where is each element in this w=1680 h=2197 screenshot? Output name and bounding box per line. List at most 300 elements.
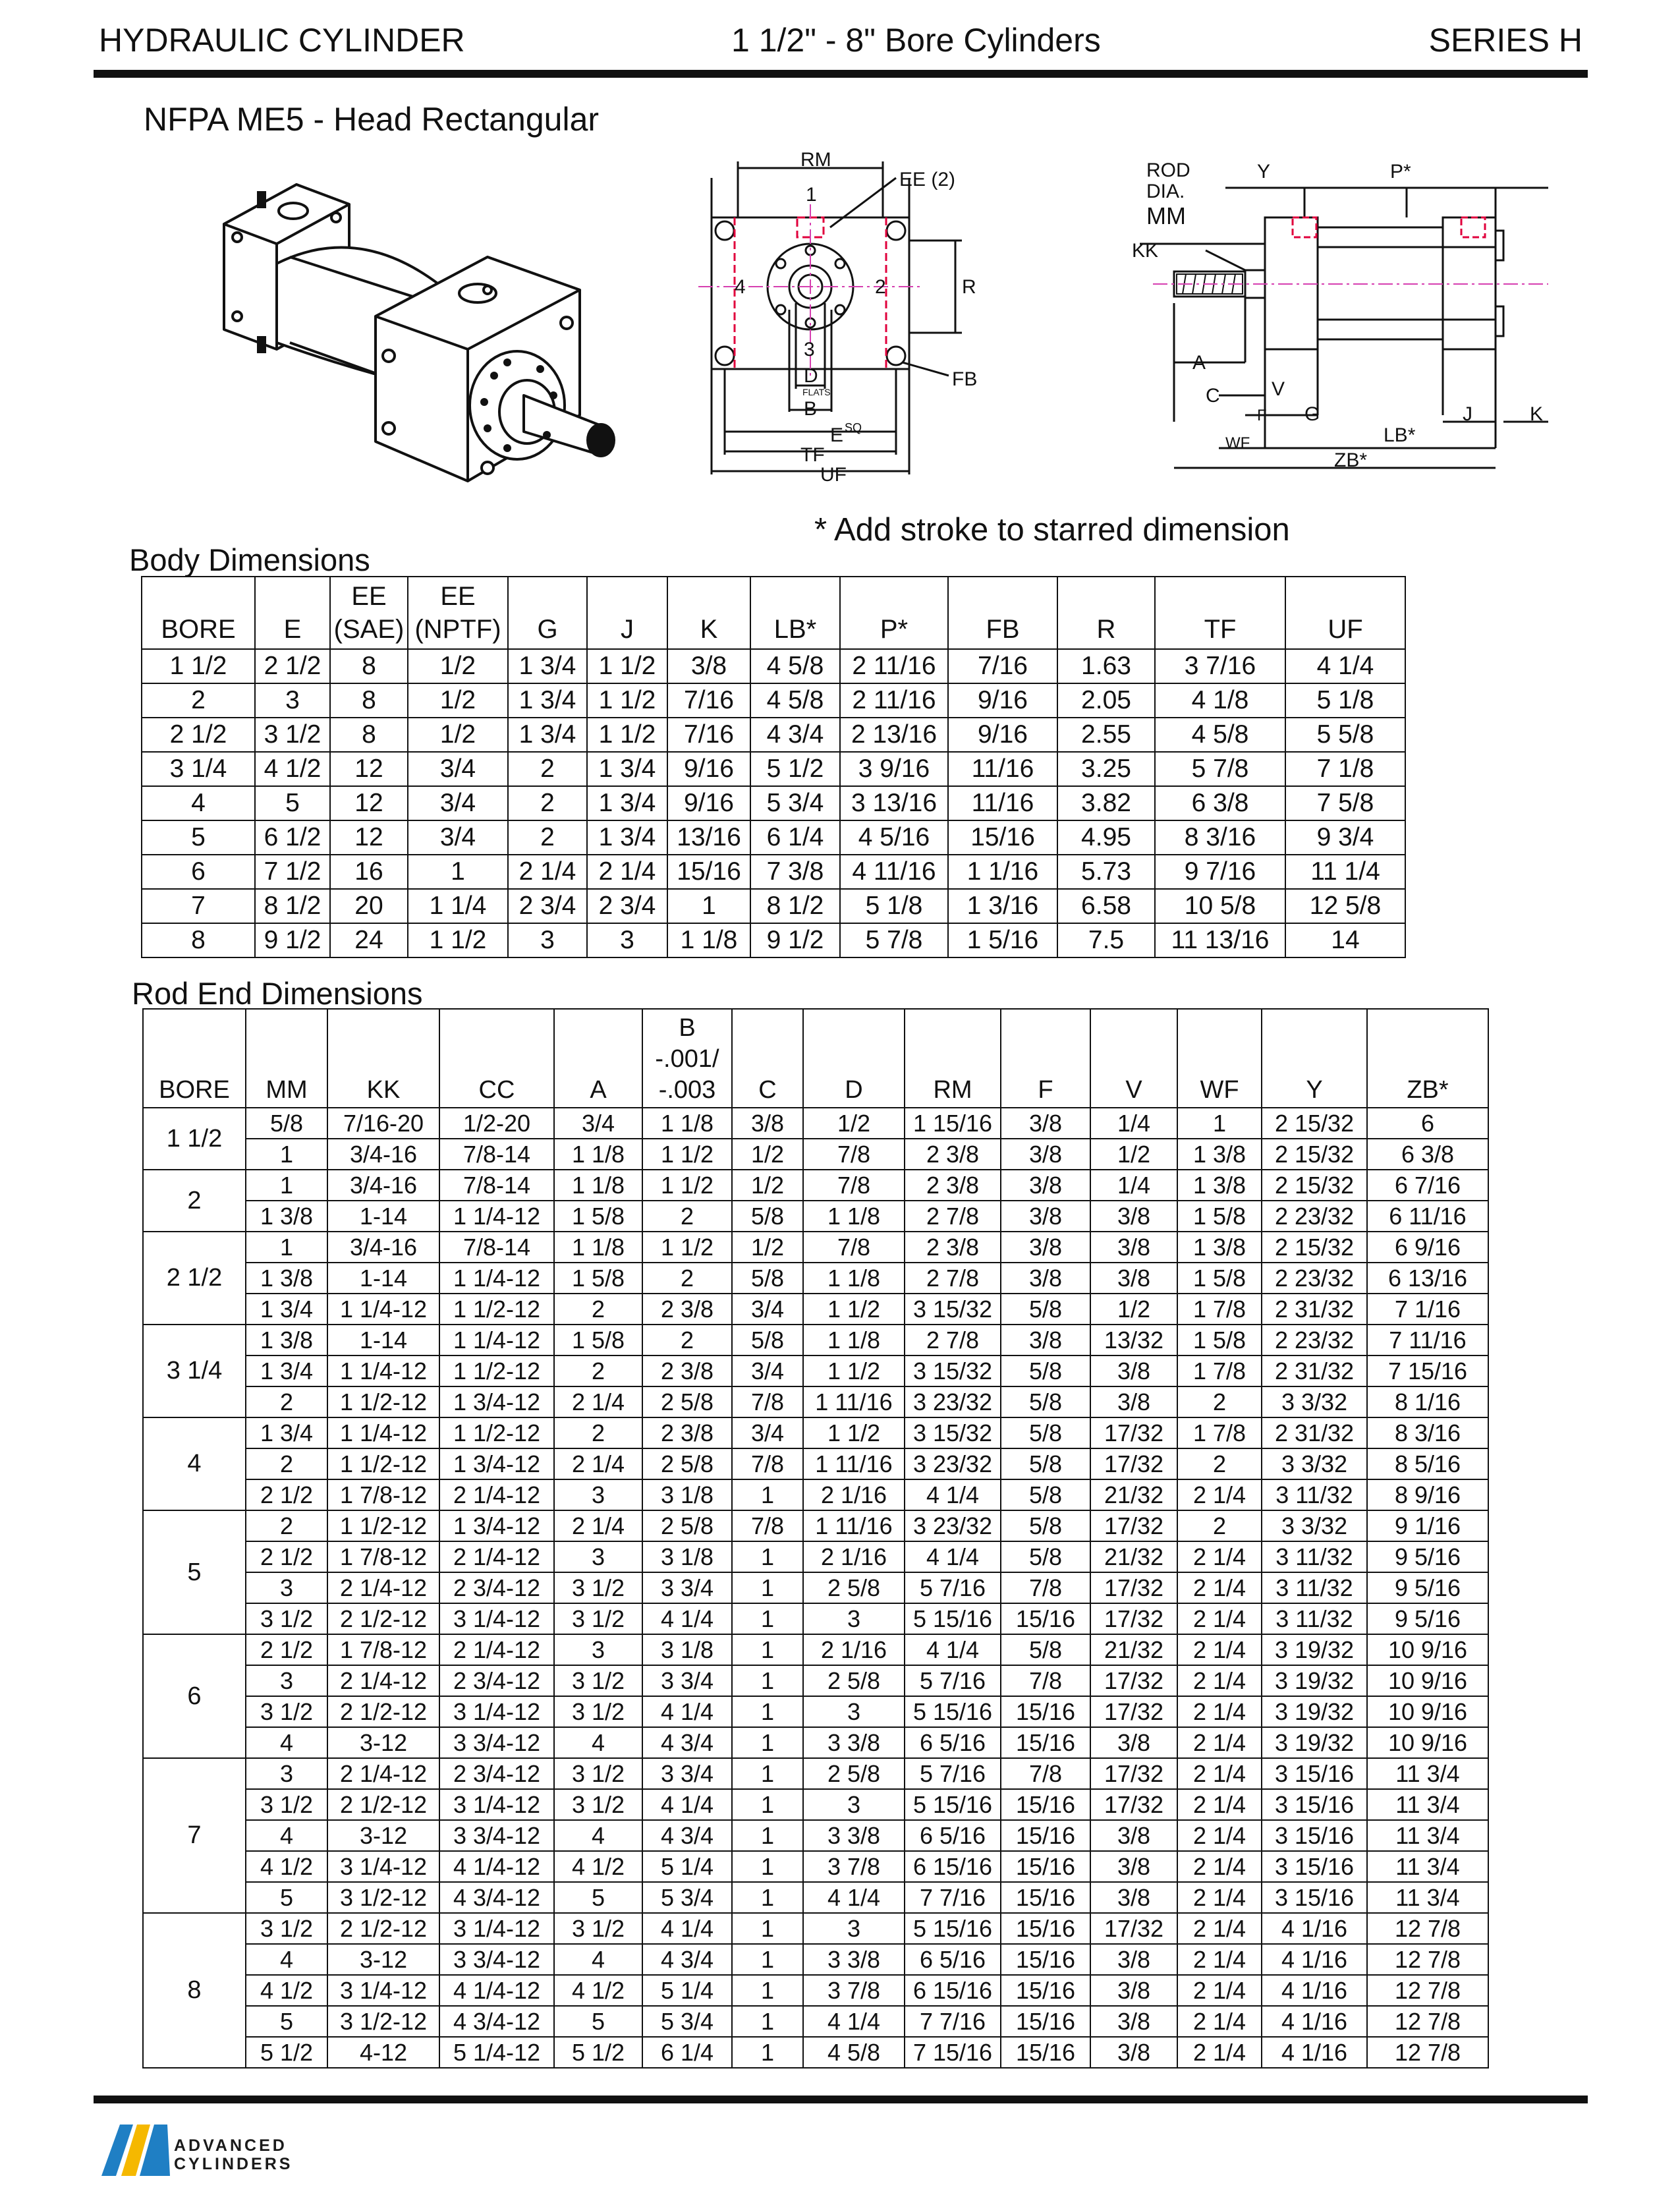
body-cell: 4 5/8 — [1155, 718, 1285, 752]
body-cell: 4 5/16 — [840, 820, 948, 855]
rod-cell: 6 13/16 — [1367, 1263, 1488, 1294]
rod-cell: 4 5/8 — [803, 2037, 905, 2068]
rod-cell: 3 15/16 — [1262, 1758, 1367, 1789]
rod-cell: 3 19/32 — [1262, 1696, 1367, 1727]
body-table-row — [142, 923, 1405, 957]
rod-col-header: Y — [1262, 1009, 1367, 1108]
rod-cell: 1 — [732, 2037, 803, 2068]
rod-cell: 2 1/4-12 — [439, 1634, 554, 1665]
body-col-header: J — [587, 577, 667, 649]
rod-cell: 2 1/4 — [1177, 1944, 1262, 1975]
rod-cell: 7 1/16 — [1367, 1294, 1488, 1325]
rod-cell: 3/8 — [1001, 1325, 1090, 1355]
rod-cell: 1 7/8 — [1177, 1355, 1262, 1386]
rod-cell: 2 1/4 — [1177, 1541, 1262, 1572]
label-wf: WF — [1225, 434, 1250, 452]
rod-cell: 3 1/2-12 — [327, 2006, 439, 2037]
rod-col-header: F — [1001, 1009, 1090, 1108]
rod-cell: 15/16 — [1001, 2006, 1090, 2037]
rod-cell: 1 7/8 — [1177, 1294, 1262, 1325]
rod-cell: 3 3/4 — [642, 1758, 732, 1789]
rod-cell: 2 31/32 — [1262, 1294, 1367, 1325]
rod-cell: 12 7/8 — [1367, 1975, 1488, 2006]
rod-cell: 4 3/4-12 — [439, 1882, 554, 1913]
rod-cell: 1 — [732, 1603, 803, 1634]
rod-cell: 1 7/8-12 — [327, 1541, 439, 1572]
rod-cell: 1 — [732, 1665, 803, 1696]
rod-cell: 9 5/16 — [1367, 1541, 1488, 1572]
rod-cell: 3 1/4-12 — [327, 1975, 439, 2006]
rod-cell: 2 1/4 — [1177, 1758, 1262, 1789]
rod-cell: 4 1/4 — [642, 1789, 732, 1820]
label-r: R — [962, 276, 976, 298]
body-cell: 2 1/4 — [508, 855, 587, 889]
body-cell: 5 1/2 — [750, 752, 840, 786]
rod-cell: 3 — [554, 1541, 642, 1572]
rod-table-row — [143, 1603, 1488, 1634]
rod-table-row — [143, 1727, 1488, 1758]
body-cell: 1 5/16 — [948, 923, 1057, 957]
body-cell: 1/2 — [408, 683, 508, 718]
body-cell: 12 — [330, 786, 408, 820]
rod-cell: 12 7/8 — [1367, 1944, 1488, 1975]
rod-cell: 4 1/4 — [803, 2006, 905, 2037]
body-cell: 3/8 — [667, 649, 750, 683]
rod-cell: 2 — [554, 1294, 642, 1325]
body-cell: 4 5/8 — [750, 683, 840, 718]
rod-cell: 1 3/4-12 — [439, 1386, 554, 1417]
rod-cell: 2 3/8 — [642, 1294, 732, 1325]
body-cell: 7/16 — [667, 718, 750, 752]
rod-cell: 3 1/4-12 — [439, 1696, 554, 1727]
rod-cell: 6 — [1367, 1108, 1488, 1139]
rod-cell: 3-12 — [327, 1944, 439, 1975]
label-port-4: 4 — [735, 276, 746, 298]
rod-cell: 3 1/4-12 — [327, 1851, 439, 1882]
body-col-header: UF — [1285, 577, 1405, 649]
rod-cell: 3 1/2 — [554, 1572, 642, 1603]
logo-wordmark — [174, 2136, 293, 2173]
body-cell: 8 — [330, 718, 408, 752]
rod-cell: 1 1/2 — [642, 1170, 732, 1201]
rod-cell: 21/32 — [1090, 1634, 1177, 1665]
rod-cell: 2 5/8 — [642, 1510, 732, 1541]
body-cell: 3 — [255, 683, 330, 718]
rod-cell: 3 19/32 — [1262, 1727, 1367, 1758]
rod-cell: 2 1/16 — [803, 1634, 905, 1665]
rod-table-row — [143, 1479, 1488, 1510]
rod-cell: 5 1/2 — [246, 2037, 327, 2068]
rod-cell: 5 1/4 — [642, 1851, 732, 1882]
rod-cell: 15/16 — [1001, 1696, 1090, 1727]
rod-cell: 2 1/4-12 — [327, 1572, 439, 1603]
top-rule — [94, 70, 1588, 78]
rod-cell: 4 — [246, 1727, 327, 1758]
rod-cell: 5/8 — [1001, 1417, 1090, 1448]
rod-cell: 3-12 — [327, 1727, 439, 1758]
rod-cell: 17/32 — [1090, 1572, 1177, 1603]
rod-cell: 2 — [642, 1325, 732, 1355]
rod-table-row — [143, 1665, 1488, 1696]
rod-cell: 1 1/4-12 — [327, 1417, 439, 1448]
rod-cell: 3 19/32 — [1262, 1665, 1367, 1696]
rod-cell: 4 — [554, 1727, 642, 1758]
rod-cell: 3 — [803, 1913, 905, 1944]
label-a: A — [1192, 352, 1206, 374]
body-cell: 5 5/8 — [1285, 718, 1405, 752]
rod-cell: 3 15/16 — [1262, 1851, 1367, 1882]
rod-cell: 3 15/32 — [905, 1417, 1001, 1448]
body-cell: 16 — [330, 855, 408, 889]
body-col-header: EE (NPTF) — [408, 577, 508, 649]
rod-cell: 6 1/4 — [642, 2037, 732, 2068]
rod-cell: 1 3/8 — [246, 1263, 327, 1294]
rod-cell: 1/2-20 — [439, 1108, 554, 1139]
rod-table-row — [143, 1232, 1488, 1263]
cylinder-isometric-drawing — [198, 178, 619, 521]
rod-cell: 3/4 — [732, 1294, 803, 1325]
rod-col-header: D — [803, 1009, 905, 1108]
rod-cell: 1 3/4 — [246, 1294, 327, 1325]
rod-cell: 1 3/8 — [1177, 1139, 1262, 1170]
body-cell: 24 — [330, 923, 408, 957]
rod-cell: 3 15/16 — [1262, 1882, 1367, 1913]
head-front-view-drawing — [698, 152, 1001, 494]
rod-cell: 10 9/16 — [1367, 1696, 1488, 1727]
rod-bore-cell: 1 1/2 — [143, 1108, 246, 1170]
rod-cell: 1 7/8-12 — [327, 1479, 439, 1510]
rod-cell: 2 31/32 — [1262, 1355, 1367, 1386]
body-col-header: K — [667, 577, 750, 649]
body-col-header: R — [1057, 577, 1155, 649]
label-sq: SQ — [845, 421, 862, 434]
rod-cell: 2 1/4 — [1177, 1882, 1262, 1913]
rod-cell: 1 — [732, 1975, 803, 2006]
rod-cell: 1 — [732, 1479, 803, 1510]
body-cell: 3 1/4 — [142, 752, 255, 786]
body-cell: 3/4 — [408, 752, 508, 786]
rod-cell: 2 1/4 — [1177, 1665, 1262, 1696]
rod-cell: 1 1/8 — [803, 1263, 905, 1294]
rod-cell: 7 7/16 — [905, 2006, 1001, 2037]
rod-cell: 2 1/4 — [1177, 1820, 1262, 1851]
rod-cell: 3/8 — [1090, 1355, 1177, 1386]
rod-cell: 15/16 — [1001, 2037, 1090, 2068]
rod-cell: 3 — [554, 1479, 642, 1510]
rod-cell: 7/8 — [1001, 1758, 1090, 1789]
body-cell: 1 1/2 — [142, 649, 255, 683]
rod-cell: 3 1/2 — [554, 1665, 642, 1696]
label-mm: MM — [1146, 202, 1186, 229]
rod-cell: 1 — [732, 1944, 803, 1975]
rod-cell: 3 1/2 — [554, 1603, 642, 1634]
rod-bore-cell: 2 — [143, 1170, 246, 1232]
rod-cell: 3 15/16 — [1262, 1789, 1367, 1820]
body-cell: 14 — [1285, 923, 1405, 957]
rod-cell: 4 — [246, 1944, 327, 1975]
rod-cell: 3 3/4-12 — [439, 1944, 554, 1975]
rod-cell: 3 1/8 — [642, 1541, 732, 1572]
rod-cell: 2 1/2 — [246, 1634, 327, 1665]
rod-cell: 3 11/32 — [1262, 1479, 1367, 1510]
rod-cell: 5 — [246, 1882, 327, 1913]
rod-cell: 7/8 — [803, 1232, 905, 1263]
rod-cell: 2 31/32 — [1262, 1417, 1367, 1448]
rod-cell: 15/16 — [1001, 1603, 1090, 1634]
rod-cell: 15/16 — [1001, 1882, 1090, 1913]
rod-cell: 3 1/8 — [642, 1634, 732, 1665]
rod-table-row — [143, 1510, 1488, 1541]
body-cell: 4 1/2 — [255, 752, 330, 786]
rod-cell: 1 1/2 — [803, 1417, 905, 1448]
rod-cell: 2 1/4-12 — [439, 1479, 554, 1510]
rod-cell: 4 1/2 — [554, 1975, 642, 2006]
body-cell: 2 13/16 — [840, 718, 948, 752]
rod-cell: 1 — [732, 1727, 803, 1758]
rod-cell: 7/8-14 — [439, 1139, 554, 1170]
rod-cell: 3 3/4-12 — [439, 1727, 554, 1758]
rod-cell: 1 1/8 — [803, 1201, 905, 1232]
rod-cell: 17/32 — [1090, 1603, 1177, 1634]
rod-cell: 1/4 — [1090, 1170, 1177, 1201]
label-rod: ROD — [1146, 159, 1190, 181]
label-c: C — [1206, 385, 1220, 407]
body-cell: 3.82 — [1057, 786, 1155, 820]
body-table-row — [142, 855, 1405, 889]
rod-cell: 2 1/2-12 — [327, 1696, 439, 1727]
rod-cell: 2 3/8 — [905, 1139, 1001, 1170]
rod-cell: 1 1/4-12 — [439, 1201, 554, 1232]
rod-cell: 1 5/8 — [1177, 1263, 1262, 1294]
rod-col-header: RM — [905, 1009, 1001, 1108]
rod-cell: 3 23/32 — [905, 1510, 1001, 1541]
rod-table-row — [143, 1758, 1488, 1789]
body-cell: 9/16 — [948, 683, 1057, 718]
rod-cell: 6 3/8 — [1367, 1139, 1488, 1170]
rod-cell: 11 3/4 — [1367, 1851, 1488, 1882]
body-cell: 4 1/8 — [1155, 683, 1285, 718]
rod-cell: 1 — [246, 1139, 327, 1170]
rod-cell: 17/32 — [1090, 1789, 1177, 1820]
rod-cell: 2 — [1177, 1386, 1262, 1417]
body-cell: 1 1/4 — [408, 889, 508, 923]
rod-cell: 5 7/16 — [905, 1665, 1001, 1696]
rod-cell: 1 1/2-12 — [327, 1448, 439, 1479]
body-cell: 12 — [330, 820, 408, 855]
rod-cell: 5 1/4 — [642, 1975, 732, 2006]
rod-cell: 3/8 — [1090, 1882, 1177, 1913]
rod-cell: 2 23/32 — [1262, 1263, 1367, 1294]
body-cell: 1 3/4 — [587, 752, 667, 786]
rod-cell: 10 9/16 — [1367, 1665, 1488, 1696]
rod-cell: 1 — [732, 1820, 803, 1851]
rod-cell: 13/32 — [1090, 1325, 1177, 1355]
rod-col-header: WF — [1177, 1009, 1262, 1108]
rod-cell: 1 11/16 — [803, 1510, 905, 1541]
label-port-3: 3 — [804, 339, 815, 360]
rod-cell: 7/8 — [1001, 1572, 1090, 1603]
rod-cell: 7 7/16 — [905, 1882, 1001, 1913]
rod-cell: 10 9/16 — [1367, 1727, 1488, 1758]
rod-cell: 3 1/4-12 — [439, 1603, 554, 1634]
body-cell: 7.5 — [1057, 923, 1155, 957]
rod-cell: 1 — [732, 1696, 803, 1727]
rod-cell: 4 3/4 — [642, 1727, 732, 1758]
rod-cell: 1/2 — [732, 1139, 803, 1170]
rod-cell: 3/8 — [1090, 1232, 1177, 1263]
rod-cell: 5/8 — [732, 1325, 803, 1355]
bottom-rule — [94, 2096, 1588, 2103]
rod-cell: 1 11/16 — [803, 1448, 905, 1479]
label-b: B — [804, 398, 818, 420]
rod-cell: 2 1/4 — [1177, 1789, 1262, 1820]
rod-col-header: C — [732, 1009, 803, 1108]
body-cell: 9/16 — [667, 752, 750, 786]
rod-cell: 1 1/2-12 — [327, 1386, 439, 1417]
rod-cell: 15/16 — [1001, 1944, 1090, 1975]
rod-cell: 3 1/2 — [554, 1913, 642, 1944]
rod-cell: 2 1/4 — [1177, 1851, 1262, 1882]
header-title: HYDRAULIC CYLINDER — [99, 22, 465, 59]
rod-cell: 3/4-16 — [327, 1139, 439, 1170]
rod-cell: 1 1/2 — [642, 1139, 732, 1170]
body-cell: 1 3/4 — [508, 649, 587, 683]
rod-cell: 1 1/2 — [642, 1232, 732, 1263]
body-cell: 1 1/8 — [667, 923, 750, 957]
rod-cell: 2 5/8 — [803, 1572, 905, 1603]
rod-cell: 3 3/8 — [803, 1727, 905, 1758]
rod-cell: 1 — [732, 1851, 803, 1882]
rod-cell: 3 19/32 — [1262, 1634, 1367, 1665]
rod-cell: 1 1/8 — [803, 1325, 905, 1355]
body-cell: 7 5/8 — [1285, 786, 1405, 820]
rod-col-header: CC — [439, 1009, 554, 1108]
body-cell: 6 1/2 — [255, 820, 330, 855]
body-cell: 5 7/8 — [840, 923, 948, 957]
body-col-header: LB* — [750, 577, 840, 649]
body-col-header: P* — [840, 577, 948, 649]
rod-cell: 8 3/16 — [1367, 1417, 1488, 1448]
label-rm: RM — [800, 152, 831, 171]
rod-cell: 1 — [732, 1758, 803, 1789]
rod-cell: 1 — [732, 1634, 803, 1665]
label-port-2: 2 — [875, 276, 886, 298]
rod-cell: 3/8 — [1001, 1232, 1090, 1263]
body-cell: 3 1/2 — [255, 718, 330, 752]
label-lb: LB* — [1384, 424, 1416, 446]
rod-cell: 6 11/16 — [1367, 1201, 1488, 1232]
rod-cell: 3/8 — [1090, 1944, 1177, 1975]
rod-cell: 2 1/4 — [1177, 1727, 1262, 1758]
rod-cell: 7/8 — [803, 1139, 905, 1170]
body-col-header: TF — [1155, 577, 1285, 649]
rod-cell: 1 3/4-12 — [439, 1448, 554, 1479]
rod-cell: 7/8 — [732, 1386, 803, 1417]
rod-cell: 6 7/16 — [1367, 1170, 1488, 1201]
rod-cell: 1 — [732, 2006, 803, 2037]
body-cell: 3 9/16 — [840, 752, 948, 786]
rod-cell: 3/8 — [1090, 1975, 1177, 2006]
rod-table-row — [143, 1851, 1488, 1882]
rod-cell: 4 1/4 — [642, 1696, 732, 1727]
rod-cell: 5 15/16 — [905, 1603, 1001, 1634]
rod-cell: 2 1/4 — [554, 1448, 642, 1479]
rod-cell: 2 15/32 — [1262, 1139, 1367, 1170]
rod-cell: 5 3/4 — [642, 1882, 732, 1913]
body-cell: 1 — [667, 889, 750, 923]
label-tf: TF — [800, 444, 825, 466]
rod-cell: 17/32 — [1090, 1448, 1177, 1479]
body-cell: 11 1/4 — [1285, 855, 1405, 889]
rod-cell: 1 15/16 — [905, 1108, 1001, 1139]
rod-cell: 3 15/32 — [905, 1355, 1001, 1386]
body-cell: 2 1/2 — [142, 718, 255, 752]
body-table-row — [142, 718, 1405, 752]
rod-table-row — [143, 1325, 1488, 1355]
rod-cell: 3/4-16 — [327, 1170, 439, 1201]
body-cell: 1 3/16 — [948, 889, 1057, 923]
rod-cell: 4 1/16 — [1262, 2006, 1367, 2037]
rod-cell: 5/8 — [1001, 1634, 1090, 1665]
rod-cell: 2 3/4-12 — [439, 1572, 554, 1603]
rod-cell: 1 5/8 — [554, 1201, 642, 1232]
label-port-1: 1 — [806, 184, 817, 206]
rod-cell: 3 15/16 — [1262, 1820, 1367, 1851]
rod-cell: 2 1/4 — [1177, 1572, 1262, 1603]
rod-cell: 3 7/8 — [803, 1851, 905, 1882]
rod-col-header: KK — [327, 1009, 439, 1108]
body-cell: 4 — [142, 786, 255, 820]
rod-cell: 8 5/16 — [1367, 1448, 1488, 1479]
rod-cell: 5/8 — [1001, 1541, 1090, 1572]
body-cell: 5 1/8 — [840, 889, 948, 923]
rod-col-header: ZB* — [1367, 1009, 1488, 1108]
rod-cell: 1 3/4-12 — [439, 1510, 554, 1541]
rod-cell: 2 1/2 — [246, 1479, 327, 1510]
rod-cell: 1 1/8 — [554, 1232, 642, 1263]
rod-cell: 5/8 — [1001, 1510, 1090, 1541]
rod-cell: 5/8 — [732, 1201, 803, 1232]
body-cell: 8 1/2 — [750, 889, 840, 923]
rod-cell: 3 11/32 — [1262, 1572, 1367, 1603]
rod-cell: 11 3/4 — [1367, 1820, 1488, 1851]
body-col-header: FB — [948, 577, 1057, 649]
rod-cell: 4 3/4-12 — [439, 2006, 554, 2037]
body-cell: 2 — [508, 752, 587, 786]
body-cell: 11/16 — [948, 752, 1057, 786]
rod-cell: 1 5/8 — [1177, 1325, 1262, 1355]
rod-cell: 5/8 — [1001, 1448, 1090, 1479]
rod-cell: 15/16 — [1001, 1820, 1090, 1851]
body-cell: 12 — [330, 752, 408, 786]
rod-cell: 1-14 — [327, 1263, 439, 1294]
body-cell: 1.63 — [1057, 649, 1155, 683]
rod-cell: 2 3/8 — [905, 1232, 1001, 1263]
rod-cell: 4 1/16 — [1262, 1975, 1367, 2006]
body-cell: 7 — [142, 889, 255, 923]
body-header-row — [142, 577, 1405, 649]
rod-cell: 2 1/2-12 — [327, 1789, 439, 1820]
rod-cell: 1 1/8 — [554, 1139, 642, 1170]
rod-cell: 2 — [1177, 1510, 1262, 1541]
rod-cell: 4 — [554, 1944, 642, 1975]
rod-cell: 1 3/4 — [246, 1355, 327, 1386]
rod-table-row — [143, 1789, 1488, 1820]
body-cell: 1 1/16 — [948, 855, 1057, 889]
rod-cell: 2 3/4-12 — [439, 1665, 554, 1696]
rod-cell: 17/32 — [1090, 1913, 1177, 1944]
rod-bore-cell: 6 — [143, 1634, 246, 1758]
